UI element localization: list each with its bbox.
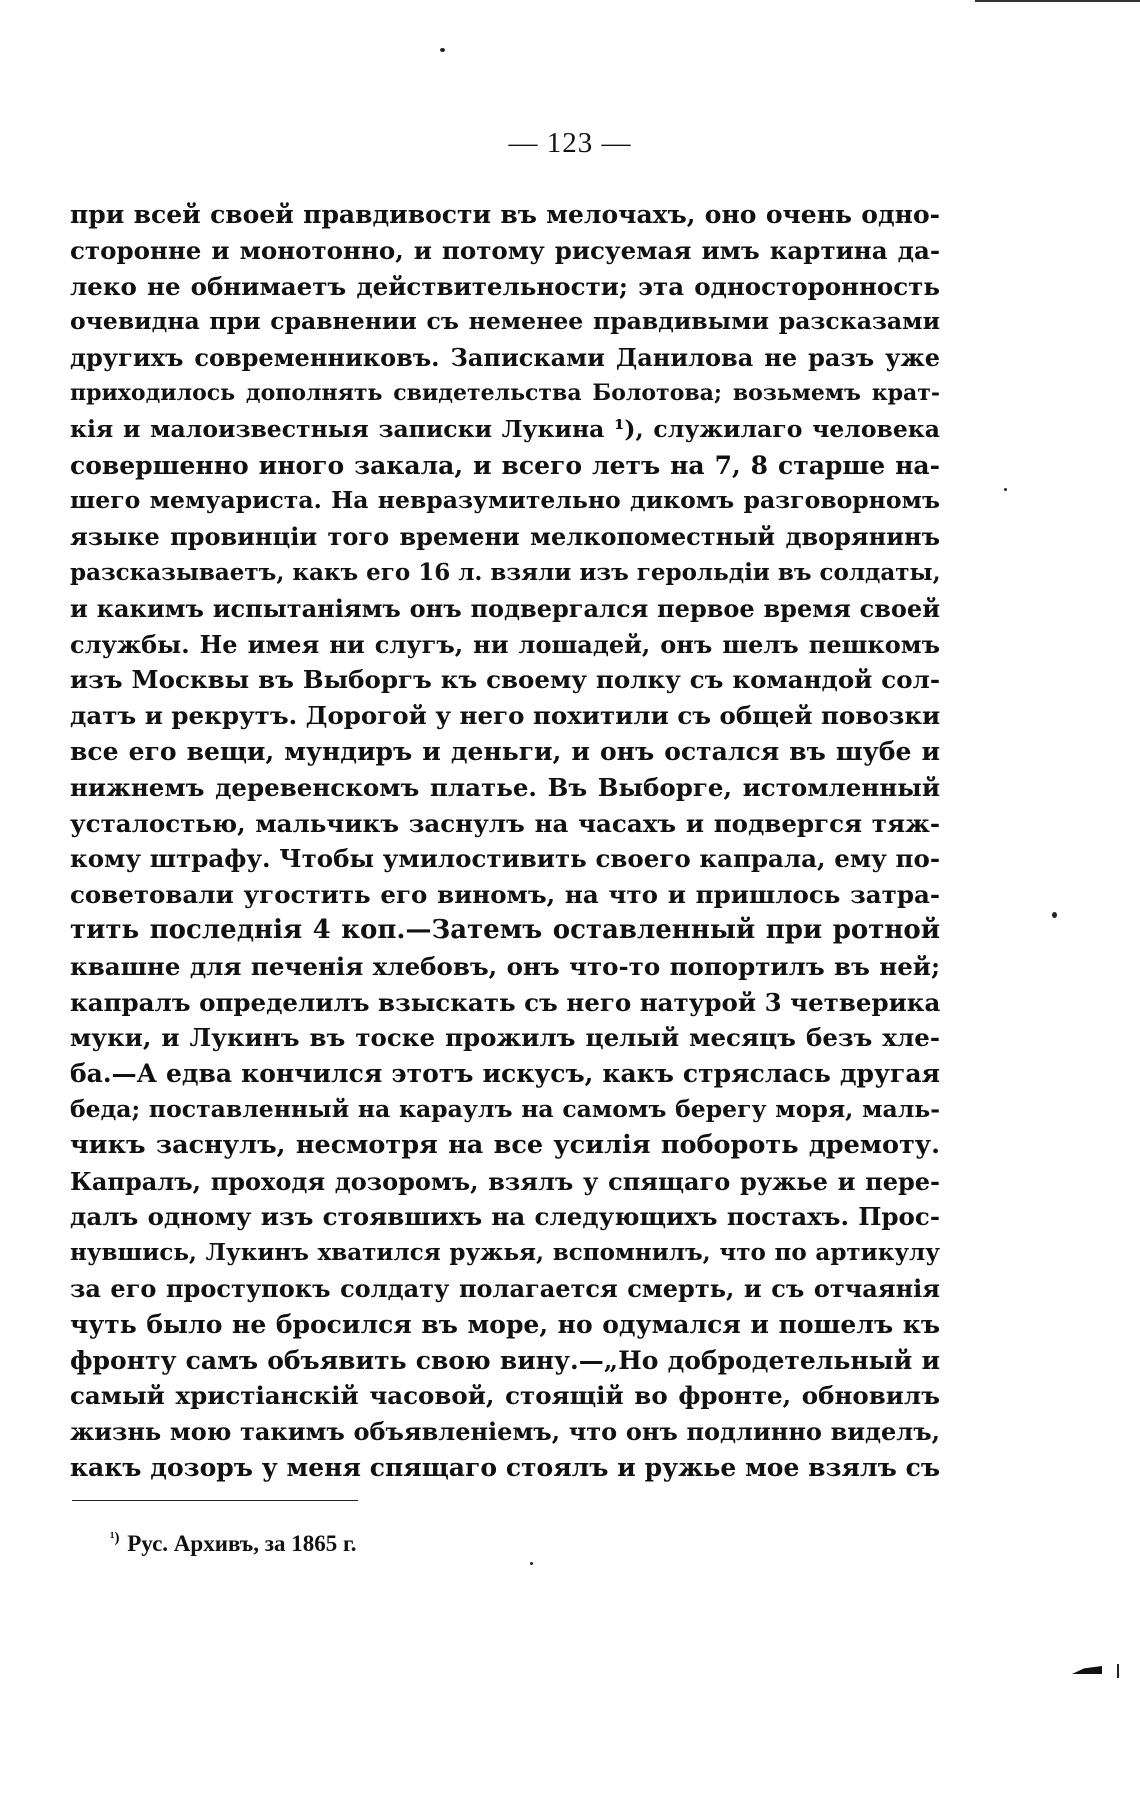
page-number: — 123 —: [508, 127, 632, 159]
footnote-marker: ¹): [110, 1530, 120, 1546]
scan-artifact-mark: [1072, 1666, 1102, 1674]
text-line: ба.—А едва кончился этотъ искусъ, какъ стряслась другая: [70, 1059, 940, 1089]
text-line: датъ и рекрутъ. Дорогой у него похитили съ общей повозки: [70, 701, 941, 731]
text-line: советовали угостить его виномъ, на что и пришлось затра-: [70, 880, 940, 910]
text-line: какъ дозоръ у меня спящаго стоялъ и ружье мое взялъ съ: [70, 1452, 940, 1482]
text-line: совершенно иного закала, и всего летъ на 7, 8 старше на-: [70, 450, 940, 480]
text-line: все его вещи, мундиръ и деньги, и онъ остался въ шубе и: [70, 736, 940, 766]
text-line: Капралъ, проходя дозоромъ, взялъ у спящаго ружье и пере-: [70, 1166, 940, 1196]
text-line: кому штрафу. Чтобы умилостивить своего капрала, ему по-: [70, 844, 940, 874]
text-line: шего мемуариста. На невразумительно дикомъ разговорномъ: [70, 486, 940, 515]
footnote-text: Рус. Архивъ, за 1865 г.: [127, 1531, 357, 1556]
text-line: языке провинціи того времени мелкопоместный дворянинъ: [70, 522, 940, 552]
text-line: изъ Москвы въ Выборгъ къ своему полку съ командой сол-: [70, 665, 940, 695]
text-line: фронту самъ объявить свою вину.—„Но добродетельный и: [70, 1345, 940, 1375]
text-line: усталостью, мальчикъ заснулъ на часахъ и подвергся тяж-: [70, 808, 940, 838]
text-line: муки, и Лукинъ въ тоске прожилъ целый месяцъ безъ хле-: [70, 1023, 940, 1053]
text-line: разсказываетъ, какъ его 16 л. взяли изъ герольдіи въ солдаты,: [70, 558, 941, 586]
text-line: квашне для печенія хлебовъ, онъ что-то попортилъ въ ней;: [70, 951, 940, 981]
text-line: за его проступокъ солдату полагается смерть, и съ отчаянія: [70, 1273, 940, 1303]
top-edge-rule: [975, 0, 1140, 2]
scan-artifact-bar: [1117, 1664, 1119, 1678]
text-line: и какимъ испытаніямъ онъ подвергался первое время своей: [70, 593, 940, 623]
text-line: капралъ определилъ взыскать съ него натурой 3 четверика: [70, 987, 941, 1017]
print-speck: [1004, 488, 1007, 491]
footnote: [110, 1530, 357, 1557]
text-line: нижнемъ деревенскомъ платье. Въ Выборге, истомленный: [70, 772, 940, 802]
text-line: сторонне и монотонно, и потому рисуемая имъ картина да-: [70, 235, 940, 265]
print-speck: [1052, 912, 1057, 918]
text-line: кія и малоизвестныя записки Лукина ¹), служилаго человека: [70, 414, 940, 443]
text-line: жизнь мою такимъ объявленіемъ, что онъ подлинно виделъ,: [70, 1417, 940, 1447]
print-speck: [530, 1562, 533, 1565]
text-line: очевидна при сравнении съ неменее правдивыми разсказами: [70, 307, 940, 336]
text-line: другихъ современниковъ. Записками Данилова не разъ уже: [70, 343, 940, 373]
text-line: тить последнія 4 коп.—Затемъ оставленный при ротной: [70, 914, 940, 945]
text-line: чуть было не бросился въ море, но одумался и пошелъ къ: [70, 1309, 940, 1339]
text-line: при всей своей правдивости въ мелочахъ, оно очень одно-: [70, 200, 940, 229]
text-line: приходилось дополнять свидетельства Болотова; возьмемъ крат-: [70, 379, 940, 406]
print-speck: [440, 48, 445, 52]
text-line: далъ одному изъ стоявшихъ на следующихъ постахъ. Прос-: [70, 1202, 940, 1232]
text-line: беда; поставленный на караулъ на самомъ берегу моря, маль-: [70, 1094, 940, 1123]
footnote-divider: [72, 1500, 358, 1501]
text-line: чикъ заснулъ, несмотря на все усилія побороть дремоту.: [70, 1129, 940, 1160]
text-line: леко не обнимаетъ действительности; эта односторонность: [70, 271, 940, 301]
text-line: самый христіанскій часовой, стоящій во фронте, обновилъ: [70, 1381, 940, 1411]
text-line: службы. Не имея ни слугъ, ни лошадей, онъ шелъ пешкомъ: [70, 629, 940, 659]
body-text: [70, 197, 940, 1486]
text-line: нувшись, Лукинъ хватился ружья, вспомнилъ, что по артикулу: [70, 1239, 940, 1267]
